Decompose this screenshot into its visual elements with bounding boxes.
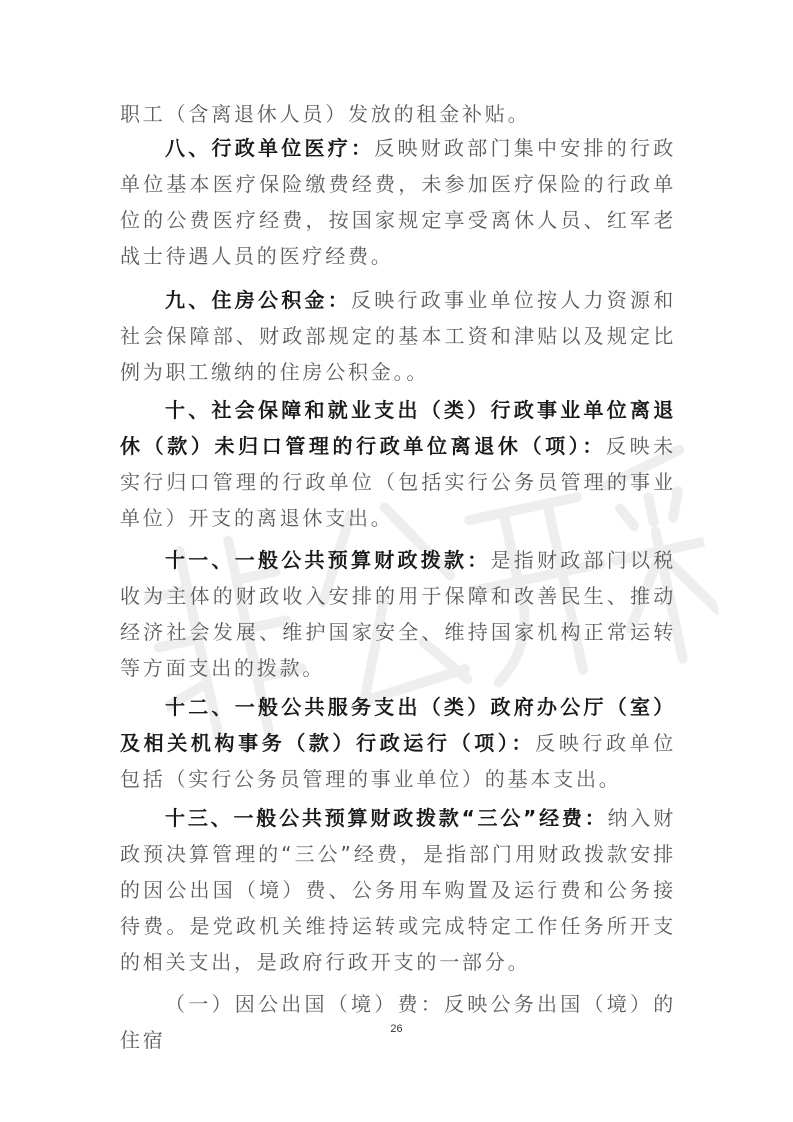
paragraph-heading: 十、社会保障和就业支出（类）行政事业单位离退休（款）未归口管理的行政单位离退休（项）： — [120, 398, 676, 458]
paragraph-text: 反映行政单位包括（实行公务员管理的事业单位）的基本支出。 — [120, 731, 676, 791]
paragraph-text: 反映未实行归口管理的行政单位（包括实行公务员管理的事业单位）开支的离退休支出。 — [120, 434, 676, 530]
page-number: 26 — [390, 1023, 403, 1035]
paragraph-continuation — [120, 96, 676, 132]
paragraph-overseas-travel — [120, 986, 676, 1058]
paragraph-heading: 九、住房公积金： — [165, 288, 351, 312]
paragraph-text: 反映财政部门集中安排的行政单位基本医疗保险缴费经费，未参加医疗保险的行政单位的公费医疗经费，按国家规定享受离休人员、红军老战士待遇人员的医疗经费。 — [120, 136, 677, 268]
paragraph-text: 反映行政事业单位按人力资源和社会保障部、财政部规定的基本工资和津贴以及规定比例为职工缴纳的住房公积金。。 — [120, 288, 676, 384]
paragraph-heading: 八、行政单位医疗： — [165, 136, 375, 160]
paragraph-three-public-expenses — [120, 800, 676, 980]
paragraph-text: （一）因公出国（境）费：反映公务出国（境）的住宿 — [120, 992, 676, 1052]
paragraph-text: 职工（含离退休人员）发放的租金补贴。 — [120, 102, 531, 126]
paragraph-administrative-operation — [120, 689, 676, 797]
paragraph-administrative-medical — [120, 130, 676, 274]
paragraph-heading: 十二、一般公共服务支出（类）政府办公厅（室）及相关机构事务（款）行政运行（项）： — [120, 695, 676, 755]
paragraph-heading: 十一、一般公共预算财政拨款： — [165, 548, 491, 572]
paragraph-text: 是指财政部门以税收为主体的财政收入安排的用于保障和改善民生、推动经济社会发展、维护国家安全、维持国家机构正常运转等方面支出的拨款。 — [120, 548, 676, 680]
paragraph-retirement — [120, 392, 676, 536]
paragraph-housing-fund — [120, 282, 676, 390]
paragraph-general-budget-allocation — [120, 542, 676, 686]
paragraph-text: 纳入财政预决算管理的“三公”经费，是指部门用财政拨款安排的因公出国（境）费、公务用车购置及运行费和公务接待费。是党政机关维持运转或完成特定工作任务所开支的相关支出，是政府行政开支的一部分。 — [120, 806, 676, 974]
paragraph-heading: 十三、一般公共预算财政拨款“三公”经费： — [165, 806, 608, 830]
